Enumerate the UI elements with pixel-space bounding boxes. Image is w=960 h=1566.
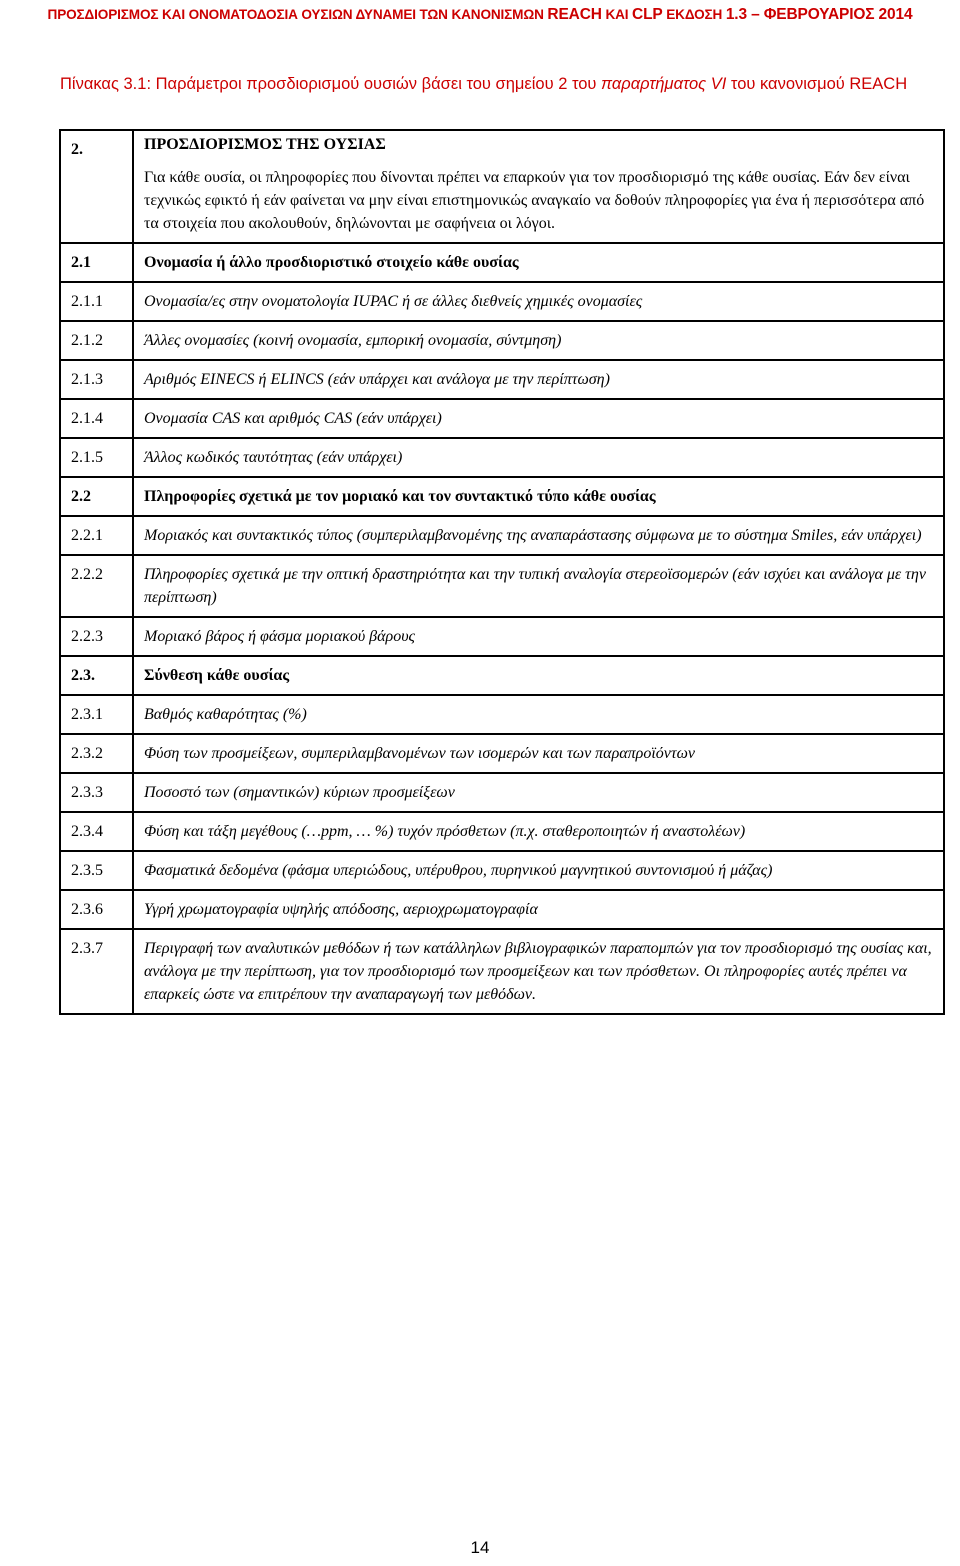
table-row bbox=[60, 243, 944, 282]
row-number: 2.3.7 bbox=[60, 929, 133, 1014]
row-number: 2. bbox=[60, 130, 133, 243]
row-text: Φασματικά δεδομένα (φάσμα υπεριώδους, υπέρυθρου, πυρηνικού μαγνητικού συντονισμού ή μάζας) bbox=[133, 851, 944, 890]
table-row bbox=[60, 555, 944, 617]
table-row bbox=[60, 890, 944, 929]
table-row bbox=[60, 477, 944, 516]
running-header bbox=[0, 6, 960, 24]
row-number: 2.3.6 bbox=[60, 890, 133, 929]
table-row bbox=[60, 282, 944, 321]
row-text: Μοριακό βάρος ή φάσμα μοριακού βάρους bbox=[133, 617, 944, 656]
caption-text-a: : Παράμετροι προσδιορισμού ουσιών βάσει του σημείου 2 του bbox=[146, 75, 602, 93]
header-kai: ΚΑΙ bbox=[605, 7, 629, 22]
header-version: 1.3 – ΦΕΒΡΟΥΑΡΙΟΣ 2014 bbox=[725, 6, 913, 23]
table-row bbox=[60, 851, 944, 890]
intro-paragraph: Για κάθε ουσία, οι πληροφορίες που δίνονται πρέπει να επαρκούν για τον προσδιορισμό της κάθε ουσίας. Εάν δεν είναι τεχνικώς εφικτό ή εάν φαίνεται να μην είναι επιστημονικώς αναγκαίο να δοθούν πληροφορίες για ένα ή περισσότερα από τα στοιχεία που ακολουθούν, δηλώνονται με σαφήνεια οι λόγοι. bbox=[144, 169, 925, 232]
header-reach: REACH bbox=[547, 6, 602, 23]
caption-annex: παραρτήματος VI bbox=[601, 75, 727, 93]
table-row bbox=[60, 617, 944, 656]
row-text: Ονομασία/ες στην ονοματολογία IUPAC ή σε άλλες διεθνείς χημικές ονομασίες bbox=[133, 282, 944, 321]
page-number: 14 bbox=[470, 1538, 490, 1557]
parameters-table bbox=[59, 129, 945, 1015]
table-row bbox=[60, 656, 944, 695]
row-text: Ονομασία CAS και αριθμός CAS (εάν υπάρχει) bbox=[133, 399, 944, 438]
table-row bbox=[60, 773, 944, 812]
row-number: 2.1.1 bbox=[60, 282, 133, 321]
row-number: 2.2 bbox=[60, 477, 133, 516]
table-row bbox=[60, 399, 944, 438]
row-number: 2.3.2 bbox=[60, 734, 133, 773]
row-text bbox=[133, 130, 944, 243]
table-row bbox=[60, 734, 944, 773]
row-text: Βαθμός καθαρότητας (%) bbox=[133, 695, 944, 734]
row-text: Φύση των προσμείξεων, συμπεριλαμβανομένων των ισομερών και των παραπροϊόντων bbox=[133, 734, 944, 773]
table-row bbox=[60, 130, 944, 243]
row-text: Πληροφορίες σχετικά με την οπτική δραστηριότητα και την τυπική αναλογία στερεοϊσομερών (εάν ισχύει και ανάλογα με την περίπτωση) bbox=[133, 555, 944, 617]
row-text: Άλλος κωδικός ταυτότητας (εάν υπάρχει) bbox=[133, 438, 944, 477]
row-number: 2.3.4 bbox=[60, 812, 133, 851]
row-number: 2.3.5 bbox=[60, 851, 133, 890]
section-title: ΠΡΟΣΔΙΟΡΙΣΜΟΣ ΤΗΣ ΟΥΣΙΑΣ bbox=[144, 136, 386, 153]
row-number: 2.1.5 bbox=[60, 438, 133, 477]
row-number: 2.3. bbox=[60, 656, 133, 695]
row-number: 2.3.3 bbox=[60, 773, 133, 812]
header-ekdosi: ΕΚΔΟΣΗ bbox=[666, 7, 723, 22]
row-text: Φύση και τάξη μεγέθους (…ppm, … %) τυχόν πρόσθετων (π.χ. σταθεροποιητών ή αναστολέων) bbox=[133, 812, 944, 851]
table-row bbox=[60, 812, 944, 851]
row-text: Ονομασία ή άλλο προσδιοριστικό στοιχείο κάθε ουσίας bbox=[133, 243, 944, 282]
table-row bbox=[60, 695, 944, 734]
row-number: 2.1.2 bbox=[60, 321, 133, 360]
table-row bbox=[60, 438, 944, 477]
header-title: ΠΡΟΣΔΙΟΡΙΣΜΟΣ ΚΑΙ ΟΝΟΜΑΤΟΔΟΣΙΑ ΟΥΣΙΩΝ ΔΥΝΑΜΕΙ ΤΩΝ ΚΑΝΟΝΙΣΜΩΝ bbox=[47, 7, 544, 22]
row-text: Άλλες ονομασίες (κοινή ονομασία, εμπορική ονομασία, σύντμηση) bbox=[133, 321, 944, 360]
header-clp: CLP bbox=[632, 6, 663, 23]
row-text: Περιγραφή των αναλυτικών μεθόδων ή των κατάλληλων βιβλιογραφικών παραπομπών για τον προσδιορισμό της ουσίας και, ανάλογα με την περίπτωση, για τον προσδιορισμό των προσμείξεων και των πρόσθετων. Οι πληροφορίες αυτές πρέπει να επαρκείς ώστε να επιτρέπουν την αναπαραγωγή των μεθόδων. bbox=[133, 929, 944, 1014]
table-caption bbox=[60, 72, 940, 96]
row-text: Μοριακός και συντακτικός τύπος (συμπεριλαμβανομένης της αναπαράστασης σύμφωνα με το σύστημα Smiles, εάν υπάρχει) bbox=[133, 516, 944, 555]
row-text: Ποσοστό των (σημαντικών) κύριων προσμείξεων bbox=[133, 773, 944, 812]
caption-label: Πίνακας 3. bbox=[60, 75, 138, 93]
row-number: 2.2.2 bbox=[60, 555, 133, 617]
row-number: 2.2.3 bbox=[60, 617, 133, 656]
row-number: 2.1.3 bbox=[60, 360, 133, 399]
row-number: 2.1.4 bbox=[60, 399, 133, 438]
row-number: 2.3.1 bbox=[60, 695, 133, 734]
row-number: 2.1 bbox=[60, 243, 133, 282]
row-text: Πληροφορίες σχετικά με τον μοριακό και τον συντακτικό τύπο κάθε ουσίας bbox=[133, 477, 944, 516]
table-row bbox=[60, 360, 944, 399]
caption-number: 1 bbox=[137, 75, 147, 93]
caption-text-b: του κανονισμού REACH bbox=[726, 75, 908, 93]
table-row bbox=[60, 516, 944, 555]
row-text: Σύνθεση κάθε ουσίας bbox=[133, 656, 944, 695]
row-text: Υγρή χρωματογραφία υψηλής απόδοσης, αεριοχρωματογραφία bbox=[133, 890, 944, 929]
row-text: Αριθμός EINECS ή ELINCS (εάν υπάρχει και ανάλογα με την περίπτωση) bbox=[133, 360, 944, 399]
row-number: 2.2.1 bbox=[60, 516, 133, 555]
table-row bbox=[60, 929, 944, 1014]
table-row bbox=[60, 321, 944, 360]
